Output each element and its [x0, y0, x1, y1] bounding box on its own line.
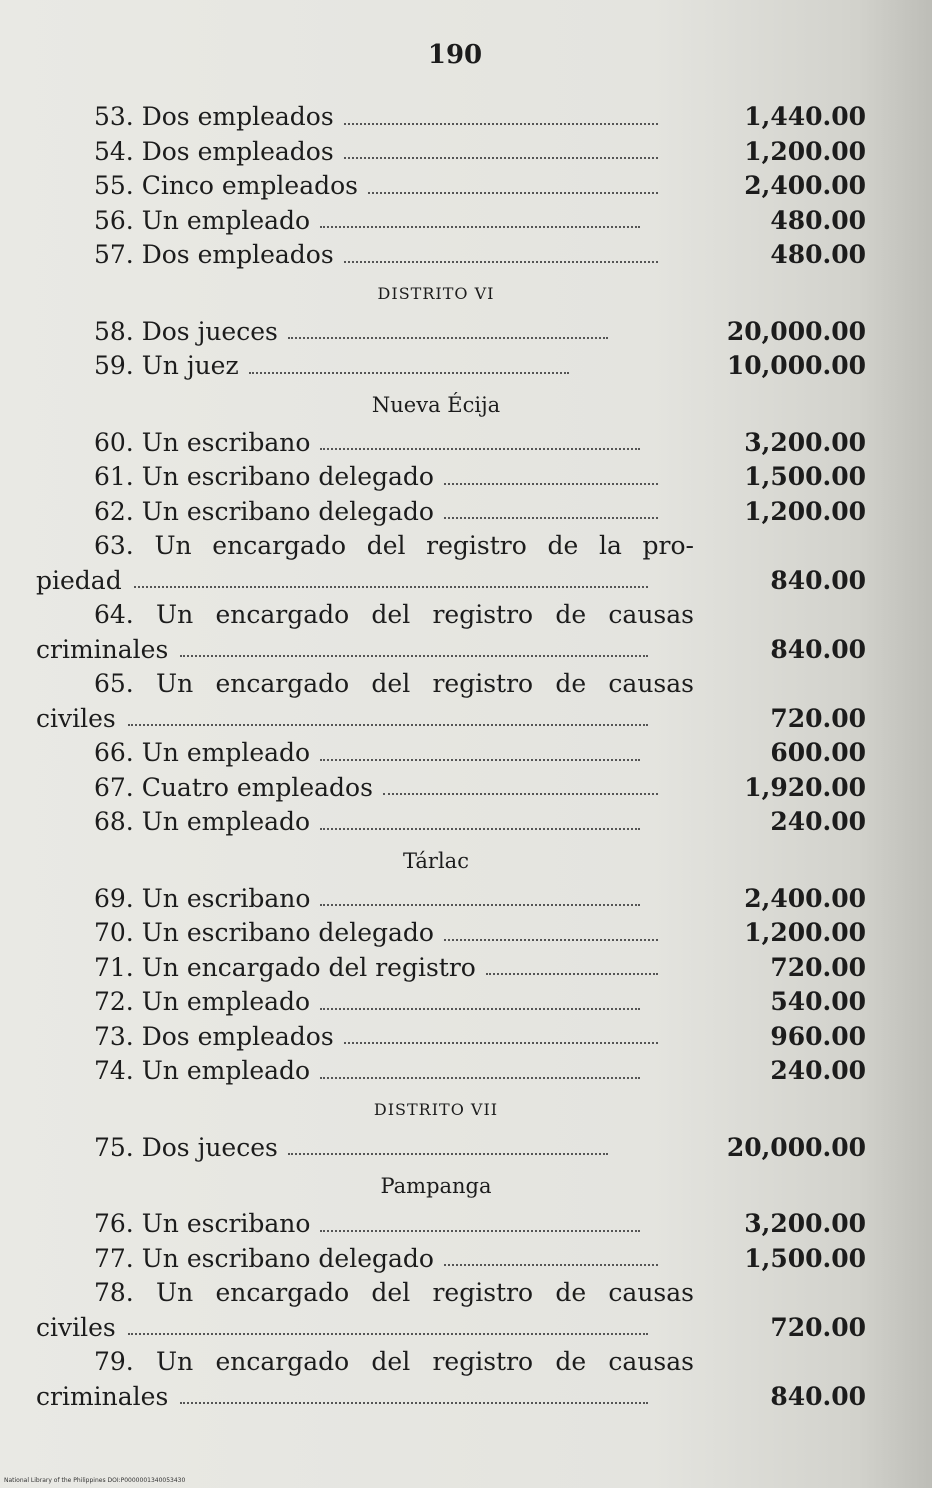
dot-leader — [320, 448, 640, 450]
budget-entry — [36, 805, 866, 840]
entry-label-line-2: criminales — [36, 634, 169, 664]
entry-label: 59. Un juez — [94, 351, 239, 380]
dot-leader — [320, 904, 640, 906]
entry-label-line-2: piedad — [36, 565, 122, 595]
footer-note: National Library of the Philippines DOI:P0000001340053430 — [4, 1477, 186, 1484]
entry-amount: 240.00 — [770, 807, 866, 836]
budget-entry — [36, 495, 866, 530]
entry-amount: 840.00 — [770, 634, 866, 664]
section-heading: DISTRITO VII — [373, 1099, 499, 1119]
entry-label: 55. Cinco empleados — [94, 171, 359, 200]
entry-label: 68. Un empleado — [94, 807, 311, 836]
budget-entry — [36, 1131, 866, 1166]
dot-leader — [288, 1153, 608, 1155]
entry-label: 61. Un escribano delegado — [94, 462, 434, 491]
entry-amount: 10,000.00 — [726, 351, 866, 380]
entry-amount: 720.00 — [770, 703, 866, 733]
entry-amount: 1,200.00 — [744, 496, 866, 526]
budget-entry — [36, 238, 866, 273]
budget-entry-multiline — [36, 1345, 866, 1414]
dot-leader — [320, 1008, 640, 1010]
entry-amount: 600.00 — [770, 738, 866, 767]
entry-amount: 840.00 — [770, 1381, 866, 1411]
entry-label-line-1: 78. Un encargado del registro de causas — [94, 1278, 694, 1307]
entry-label-line-1: 64. Un encargado del registro de causas — [94, 600, 694, 629]
entry-amount: 1,200.00 — [744, 918, 866, 947]
entry-label: 54. Dos empleados — [94, 136, 334, 166]
entry-label: 74. Un empleado — [94, 1056, 311, 1085]
entry-amount: 480.00 — [770, 240, 866, 269]
entry-label-line-2-row — [36, 1380, 866, 1415]
dot-leader — [128, 1333, 648, 1335]
dot-leader — [134, 586, 648, 588]
entry-label: 70. Un escribano delegado — [94, 918, 434, 947]
entry-amount: 480.00 — [770, 205, 866, 235]
budget-entry — [36, 771, 866, 806]
entry-amount: 720.00 — [770, 952, 866, 982]
budget-entry — [36, 460, 866, 495]
entry-label-line-2: civiles — [36, 703, 116, 733]
dot-leader — [344, 157, 658, 159]
entry-label-line-2: civiles — [36, 1312, 116, 1342]
dot-leader — [288, 337, 608, 339]
entry-label-line-2-row — [36, 702, 866, 737]
dot-leader — [444, 1264, 658, 1266]
entry-label: 71. Un encargado del registro — [94, 952, 476, 982]
budget-entry — [36, 951, 866, 986]
dot-leader — [444, 483, 658, 485]
budget-entry — [36, 426, 866, 461]
entry-amount: 720.00 — [770, 1312, 866, 1342]
dot-leader — [128, 724, 648, 726]
entry-amount: 1,920.00 — [744, 772, 866, 802]
dot-leader — [444, 939, 658, 941]
dot-leader — [383, 793, 658, 795]
entry-amount: 1,500.00 — [744, 1243, 866, 1273]
entry-amount: 240.00 — [770, 1056, 866, 1085]
entry-amount: 960.00 — [770, 1021, 866, 1051]
entry-label: 56. Un empleado — [94, 205, 311, 235]
dot-leader — [368, 192, 658, 194]
entry-label-line-2: criminales — [36, 1381, 169, 1411]
dot-leader — [320, 1077, 640, 1079]
entry-label: 58. Dos jueces — [94, 316, 278, 346]
budget-entry-multiline — [36, 598, 866, 667]
entry-amount: 3,200.00 — [744, 1209, 866, 1238]
budget-entry — [36, 1020, 866, 1055]
dot-leader — [320, 1230, 640, 1232]
budget-entry — [36, 315, 866, 350]
entry-amount: 2,400.00 — [744, 883, 866, 913]
budget-entry — [36, 1242, 866, 1277]
entry-label-line-2-row — [36, 633, 866, 668]
entry-label-line-2-row — [36, 1311, 866, 1346]
entry-label-line-1: 63. Un encargado del registro de la pro- — [94, 531, 694, 560]
dot-leader — [180, 655, 648, 657]
section-heading: Pampanga — [380, 1174, 492, 1198]
dot-leader — [486, 973, 658, 975]
budget-entry — [36, 204, 866, 239]
entry-label: 69. Un escribano — [94, 883, 311, 913]
entry-label: 53. Dos empleados — [94, 102, 334, 131]
dot-leader — [344, 123, 658, 125]
dot-leader — [180, 1402, 648, 1404]
entry-label-line-1: 79. Un encargado del registro de causas — [94, 1347, 694, 1376]
entry-label: 60. Un escribano — [94, 427, 311, 457]
dot-leader — [344, 261, 658, 263]
budget-entry-multiline — [36, 1276, 866, 1345]
budget-entry — [36, 135, 866, 170]
entry-label: 75. Dos jueces — [94, 1132, 278, 1162]
dot-leader — [320, 759, 640, 761]
entry-amount: 1,500.00 — [744, 462, 866, 491]
budget-entry — [36, 100, 866, 135]
dot-leader — [444, 517, 658, 519]
budget-entry-multiline — [36, 667, 866, 736]
budget-entry — [36, 916, 866, 951]
budget-entry — [36, 736, 866, 771]
entry-amount: 3,200.00 — [744, 427, 866, 457]
entry-label: 66. Un empleado — [94, 738, 311, 767]
entry-amount: 1,200.00 — [744, 136, 866, 166]
entry-label: 72. Un empleado — [94, 987, 311, 1016]
entry-amount: 20,000.00 — [726, 316, 866, 346]
entry-amount: 20,000.00 — [726, 1132, 866, 1162]
dot-leader — [320, 828, 640, 830]
entry-amount: 540.00 — [770, 987, 866, 1016]
budget-entry — [36, 882, 866, 917]
entry-label: 77. Un escribano delegado — [94, 1243, 434, 1273]
entry-amount: 1,440.00 — [744, 102, 866, 131]
section-heading: Nueva Écija — [371, 392, 501, 417]
budget-entry — [36, 985, 866, 1020]
entry-label: 76. Un escribano — [94, 1209, 311, 1238]
entry-amount: 840.00 — [770, 565, 866, 595]
entry-label-line-2-row — [36, 564, 866, 599]
budget-entry — [36, 1207, 866, 1242]
section-heading: Tárlac — [403, 848, 469, 873]
budget-entry — [36, 1054, 866, 1089]
budget-entry — [36, 169, 866, 204]
budget-entry — [36, 349, 866, 384]
section-heading: DISTRITO VI — [377, 283, 495, 303]
dot-leader — [344, 1042, 658, 1044]
budget-entry-multiline — [36, 529, 866, 598]
entry-label-line-1: 65. Un encargado del registro de causas — [94, 669, 694, 698]
page-number: 190 — [427, 40, 483, 70]
dot-leader — [249, 372, 569, 374]
entry-amount: 2,400.00 — [744, 171, 866, 200]
dot-leader — [320, 226, 640, 228]
entry-label: 73. Dos empleados — [94, 1021, 334, 1051]
budget-list — [36, 100, 866, 1414]
entry-label: 57. Dos empleados — [94, 240, 334, 269]
entry-label: 67. Cuatro empleados — [94, 772, 373, 802]
entry-label: 62. Un escribano delegado — [94, 496, 434, 526]
